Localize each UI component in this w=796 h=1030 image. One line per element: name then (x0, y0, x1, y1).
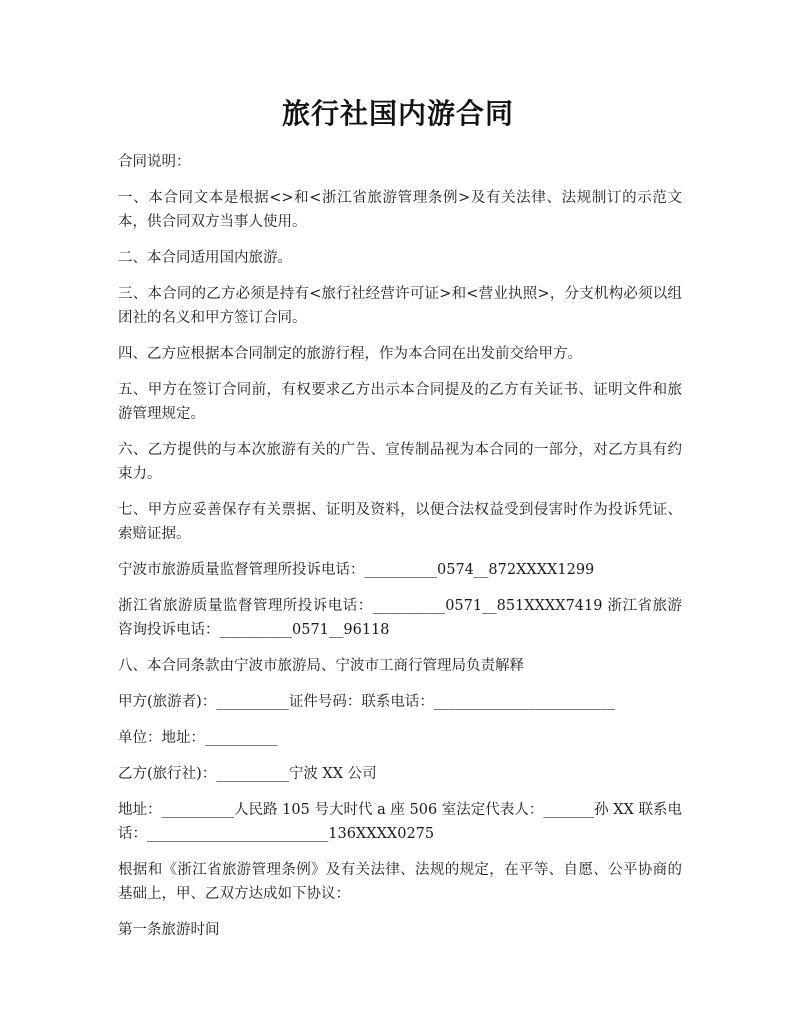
article-1-heading: 第一条旅游时间 (118, 922, 220, 938)
party-a-unit-address: 单位：地址：__________ (118, 730, 278, 746)
agreement-preamble: 根据和《浙江省旅游管理条例》及有关法律、法规的规定，在平等、自愿、公平协商的基础上，甲、乙双方达成如下协议： (118, 862, 682, 902)
note-item-7: 七、甲方应妥善保存有关票据、证明及资料，以便合法权益受到侵害时作为投诉凭证、索赔证据。 (118, 502, 682, 542)
note-item-5: 五、甲方在签订合同前，有权要求乙方出示本合同提及的乙方有关证书、证明文件和旅游管理规定。 (118, 382, 682, 422)
note-item-6: 六、乙方提供的与本次旅游有关的广告、宣传制品视为本合同的一部分，对乙方具有约束力。 (118, 442, 682, 482)
ningbo-complaint-phone: 宁波市旅游质量监督管理所投诉电话：__________0574__872XXXX1299 (118, 562, 595, 578)
note-item-4: 四、乙方应根据本合同制定的旅游行程，作为本合同在出发前交给甲方。 (118, 346, 582, 362)
note-item-3: 三、本合同的乙方必须是持有<旅行社经营许可证>和<营业执照>，分支机构必须以组团社的名义和甲方签订合同。 (118, 286, 682, 326)
document-title: 旅行社国内游合同 (281, 97, 514, 130)
party-b-address-contact: 地址：__________人民路 105 号大时代 a 座 506 室法定代表人：_______孙 XX 联系电话：_________________________136XXXX0275 (118, 802, 682, 842)
document-body (118, 150, 682, 954)
note-item-2: 二、本合同适用国内旅游。 (118, 250, 292, 266)
note-item-1: 一、本合同文本是根据<>和<浙江省旅游管理条例>及有关法律、法规制订的示范文本，供合同双方当事人使用。 (118, 190, 682, 230)
contract-notes-heading: 合同说明： (118, 154, 191, 170)
party-b-info: 乙方(旅行社)：__________宁波 XX 公司 (118, 766, 377, 782)
note-item-8: 八、本合同条款由宁波市旅游局、宁波市工商行管理局负责解释 (118, 658, 524, 674)
zhejiang-complaint-phone: 浙江省旅游质量监督管理所投诉电话：__________0571__851XXXX7419 浙江省旅游咨询投诉电话：__________0571__96118 (118, 598, 682, 638)
party-a-info: 甲方(旅游者)：__________证件号码：联系电话：_________________________ (118, 694, 616, 710)
